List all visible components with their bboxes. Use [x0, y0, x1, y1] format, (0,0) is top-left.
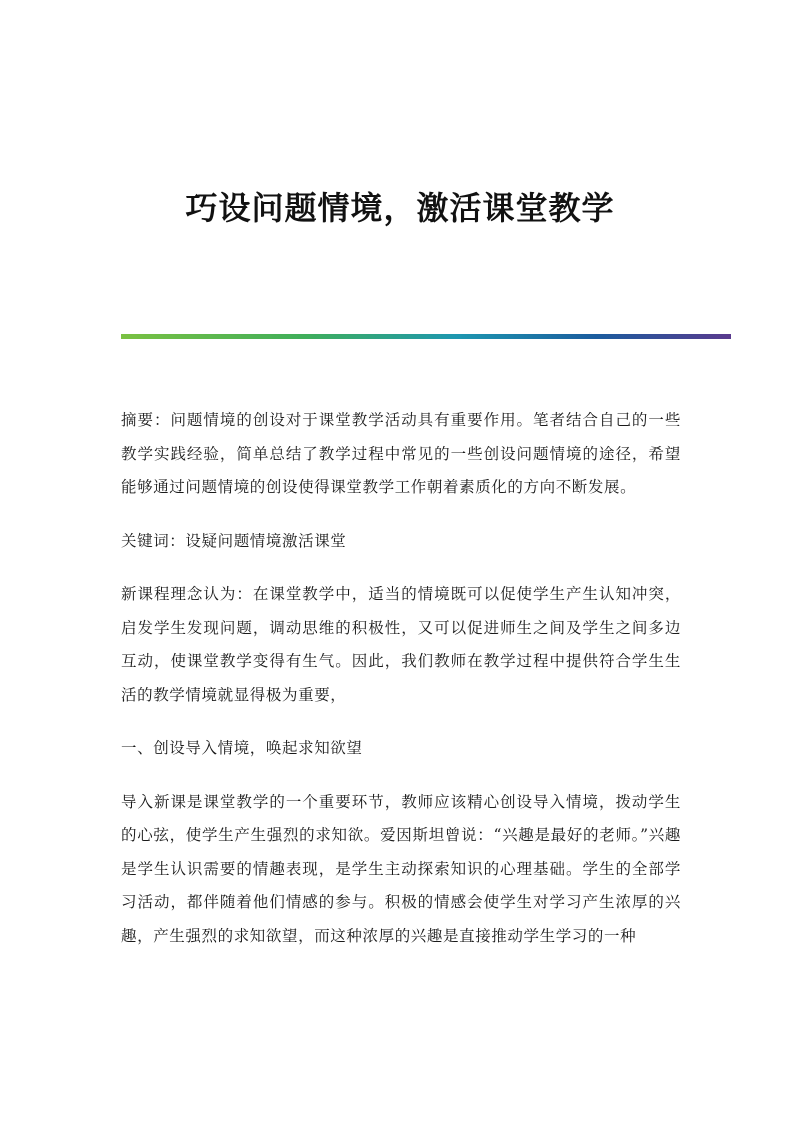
- body-paragraph: 导入新课是课堂教学的一个重要环节，教师应该精心创设导入情境，拨动学生的心弦，使学生产生强烈的求知欲。爱因斯坦曾说：“兴趣是最好的老师。”兴趣是学生认识需要的情趣表现，是学生主动探索知识的心理基础。学生的全部学习活动，都伴随着他们情感的参与。积极的情感会使学生对学习产生浓厚的兴趣，产生强烈的求知欲望，而这种浓厚的兴趣是直接推动学生学习的一种: [121, 792, 681, 945]
- document-title: 巧设问题情境，激活课堂教学: [185, 189, 615, 227]
- document-body: [121, 404, 681, 973]
- section-heading: 一、创设导入情境，唤起求知欲望: [121, 739, 363, 757]
- abstract-paragraph: 摘要：问题情境的创设对于课堂教学活动具有重要作用。笔者结合自己的一些教学实践经验，简单总结了教学过程中常见的一些创设问题情境的途径，希望能够通过问题情境的创设使得课堂教学工作朝着素质化的方向不断发展。: [121, 411, 681, 496]
- keywords-paragraph: 关键词：设疑问题情境激活课堂: [121, 531, 347, 550]
- title-divider: [121, 334, 731, 339]
- intro-paragraph: 新课程理念认为：在课堂教学中，适当的情境既可以促使学生产生认知冲突，启发学生发现问题，调动思维的积极性，又可以促进师生之间及学生之间多边互动，使课堂教学变得有生气。因此，我们教师在教学过程中提供符合学生生活的教学情境就显得极为重要，: [121, 585, 681, 704]
